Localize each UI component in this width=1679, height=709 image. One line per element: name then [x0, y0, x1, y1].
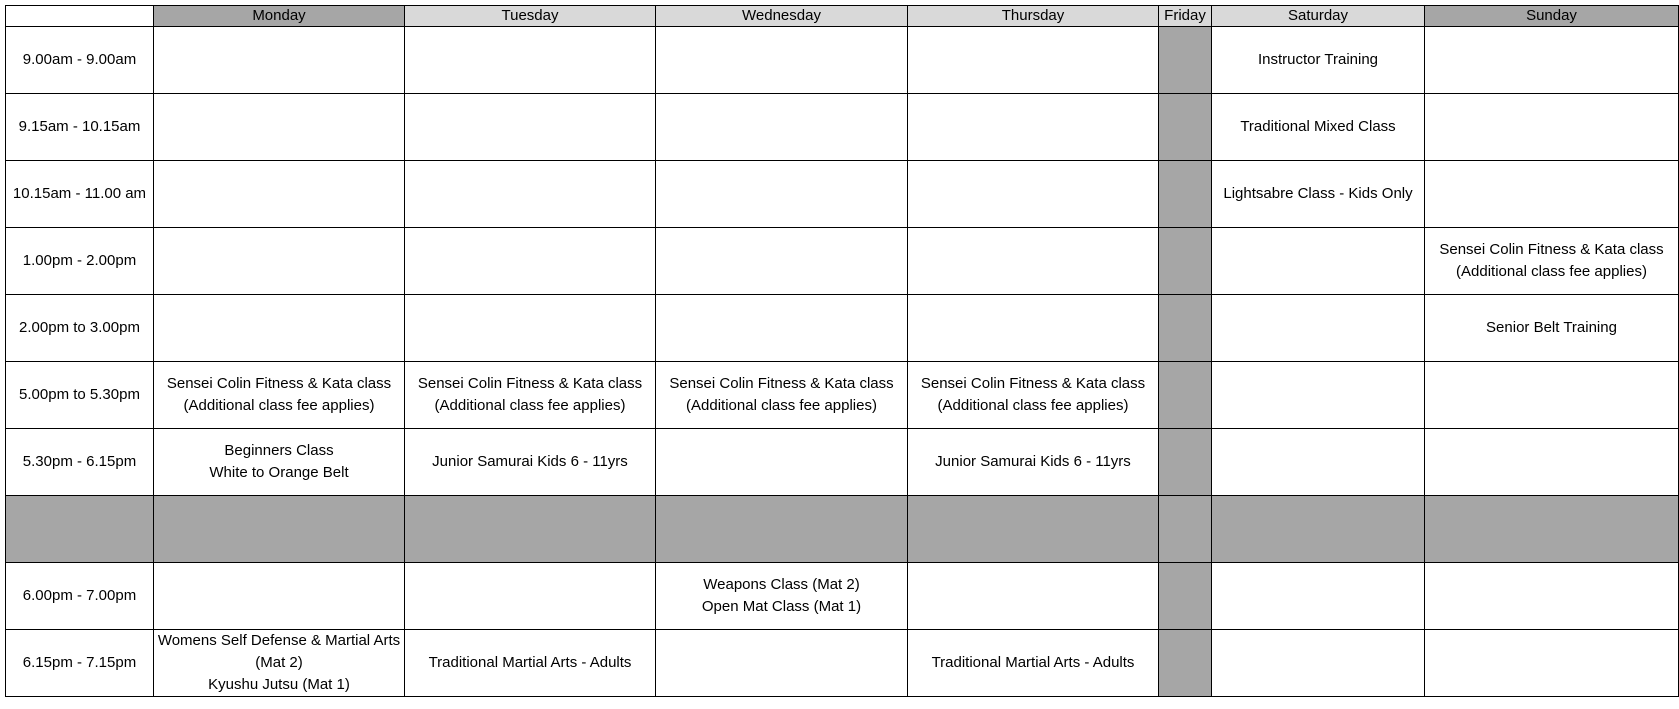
time-slot-label: 5.00pm to 5.30pm [6, 362, 154, 429]
class-cell-thursday [908, 362, 1159, 429]
class-cell-tuesday [405, 563, 656, 630]
class-cell-friday [1159, 228, 1212, 295]
class-cell-friday [1159, 295, 1212, 362]
class-cell-tuesday [405, 630, 656, 697]
class-cell-monday [154, 94, 405, 161]
class-name: Open Mat Class (Mat 1) [701, 598, 862, 615]
class-cell-friday [1159, 630, 1212, 697]
class-cell-monday [154, 496, 405, 563]
class-cell-friday [1159, 496, 1212, 563]
class-name: Sensei Colin Fitness & Kata class [920, 375, 1146, 392]
class-cell-thursday [908, 27, 1159, 94]
class-name: Kyushu Jutsu (Mat 1) [208, 676, 350, 693]
class-cell-sunday [1425, 630, 1679, 697]
class-cell-saturday [1212, 295, 1425, 362]
day-header-wednesday: Wednesday [656, 6, 908, 27]
time-slot-label: 1.00pm - 2.00pm [6, 228, 154, 295]
class-name: Traditional Mixed Class [1240, 118, 1396, 135]
class-name: Sensei Colin Fitness & Kata class [166, 375, 392, 392]
class-name: Lightsabre Class - Kids Only [1223, 185, 1413, 202]
class-name: White to Orange Belt [209, 464, 349, 481]
time-slot-row [6, 362, 1679, 429]
class-name: Junior Samurai Kids 6 - 11yrs [935, 453, 1131, 470]
class-cell-monday [154, 630, 405, 697]
class-cell-wednesday [656, 630, 908, 697]
class-cell-sunday [1425, 362, 1679, 429]
time-slot-row [6, 27, 1679, 94]
class-cell-thursday [908, 228, 1159, 295]
header-corner [6, 6, 154, 27]
class-cell-thursday [908, 496, 1159, 563]
class-name: (Additional class fee applies) [183, 397, 375, 414]
time-slot-row [6, 161, 1679, 228]
class-cell-saturday [1212, 563, 1425, 630]
class-cell-sunday [1425, 295, 1679, 362]
class-name: Sensei Colin Fitness & Kata class [417, 375, 643, 392]
class-cell-wednesday [656, 496, 908, 563]
class-cell-sunday [1425, 496, 1679, 563]
class-cell-thursday [908, 630, 1159, 697]
class-cell-monday [154, 161, 405, 228]
class-cell-sunday [1425, 94, 1679, 161]
class-cell-thursday [908, 563, 1159, 630]
class-name: Traditional Martial Arts - Adults [428, 654, 632, 671]
class-name: (Additional class fee applies) [434, 397, 626, 414]
timetable-body [6, 27, 1679, 697]
class-cell-friday [1159, 161, 1212, 228]
class-name: (Additional class fee applies) [937, 397, 1129, 414]
class-cell-friday [1159, 429, 1212, 496]
day-header-tuesday: Tuesday [405, 6, 656, 27]
class-cell-friday [1159, 27, 1212, 94]
class-name: Sensei Colin Fitness & Kata class [669, 375, 894, 392]
class-cell-monday [154, 429, 405, 496]
day-header-thursday: Thursday [908, 6, 1159, 27]
class-cell-tuesday [405, 27, 656, 94]
class-name: (Additional class fee applies) [686, 397, 877, 414]
class-name: Weapons Class (Mat 2) [703, 576, 860, 593]
class-cell-tuesday [405, 496, 656, 563]
time-slot-row [6, 563, 1679, 630]
class-name: Junior Samurai Kids 6 - 11yrs [432, 453, 628, 470]
class-cell-thursday [908, 161, 1159, 228]
time-slot-label: 2.00pm to 3.00pm [6, 295, 154, 362]
class-cell-saturday [1212, 94, 1425, 161]
class-cell-saturday [1212, 429, 1425, 496]
class-cell-sunday [1425, 429, 1679, 496]
time-slot-label: 6.15pm - 7.15pm [6, 630, 154, 697]
time-slot-row [6, 429, 1679, 496]
class-cell-tuesday [405, 362, 656, 429]
day-header-saturday: Saturday [1212, 6, 1425, 27]
time-slot-row [6, 630, 1679, 697]
class-cell-monday [154, 27, 405, 94]
class-cell-monday [154, 228, 405, 295]
class-cell-thursday [908, 429, 1159, 496]
class-name: Womens Self Defense & Martial Arts [157, 632, 401, 649]
class-cell-tuesday [405, 429, 656, 496]
class-name: Traditional Martial Arts - Adults [931, 654, 1135, 671]
time-slot-row [6, 94, 1679, 161]
class-cell-saturday [1212, 161, 1425, 228]
class-cell-monday [154, 362, 405, 429]
class-name: (Mat 2) [255, 654, 303, 671]
class-cell-wednesday [656, 94, 908, 161]
time-slot-row [6, 295, 1679, 362]
day-header-sunday: Sunday [1425, 6, 1679, 27]
class-name: Sensei Colin Fitness & Kata class [1439, 241, 1664, 258]
class-cell-tuesday [405, 295, 656, 362]
time-slot-label [6, 496, 154, 563]
class-cell-sunday [1425, 161, 1679, 228]
class-cell-tuesday [405, 161, 656, 228]
day-header-friday: Friday [1159, 6, 1212, 27]
class-name: Beginners Class [224, 442, 334, 459]
class-cell-wednesday [656, 429, 908, 496]
day-header-monday: Monday [154, 6, 405, 27]
class-cell-monday [154, 563, 405, 630]
class-cell-wednesday [656, 161, 908, 228]
class-name: Senior Belt Training [1486, 319, 1617, 336]
class-cell-friday [1159, 563, 1212, 630]
class-cell-wednesday [656, 362, 908, 429]
class-name: Instructor Training [1257, 51, 1379, 68]
time-slot-label: 5.30pm - 6.15pm [6, 429, 154, 496]
class-cell-friday [1159, 94, 1212, 161]
class-cell-thursday [908, 94, 1159, 161]
time-slot-label: 6.00pm - 7.00pm [6, 563, 154, 630]
class-cell-tuesday [405, 94, 656, 161]
day-header-row [6, 6, 1679, 27]
time-slot-label: 9.15am - 10.15am [6, 94, 154, 161]
class-cell-wednesday [656, 27, 908, 94]
time-slot-label: 10.15am - 11.00 am [6, 161, 154, 228]
class-cell-sunday [1425, 228, 1679, 295]
class-cell-tuesday [405, 228, 656, 295]
class-cell-thursday [908, 295, 1159, 362]
class-cell-saturday [1212, 27, 1425, 94]
class-name: (Additional class fee applies) [1456, 263, 1647, 280]
class-cell-friday [1159, 362, 1212, 429]
class-cell-saturday [1212, 362, 1425, 429]
class-timetable [5, 5, 1679, 697]
class-cell-sunday [1425, 563, 1679, 630]
class-cell-sunday [1425, 27, 1679, 94]
class-cell-wednesday [656, 563, 908, 630]
time-slot-label: 9.00am - 9.00am [6, 27, 154, 94]
class-cell-wednesday [656, 295, 908, 362]
class-cell-saturday [1212, 228, 1425, 295]
break-row [6, 496, 1679, 563]
class-cell-wednesday [656, 228, 908, 295]
class-cell-saturday [1212, 630, 1425, 697]
class-cell-saturday [1212, 496, 1425, 563]
time-slot-row [6, 228, 1679, 295]
class-cell-monday [154, 295, 405, 362]
